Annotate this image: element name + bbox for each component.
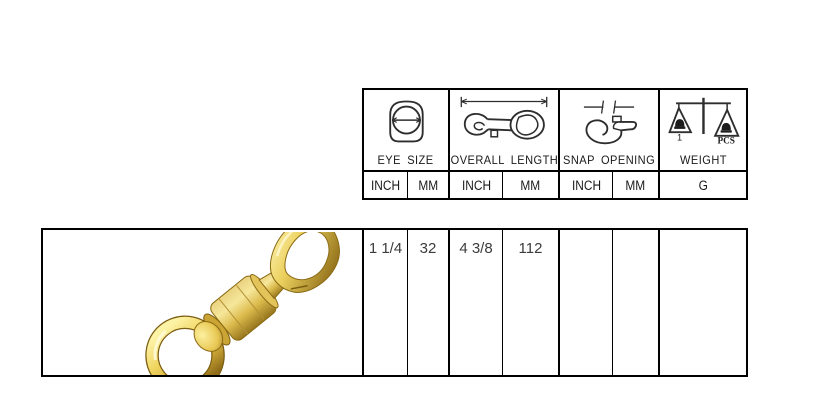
value-snap-opening-inch xyxy=(560,230,613,375)
unit-label: MM xyxy=(625,177,646,193)
unit-header-eye-inch xyxy=(364,172,408,198)
spec-col-snap-opening xyxy=(560,90,660,172)
unit-label: INCH xyxy=(461,177,491,193)
unit-header-snap-mm xyxy=(613,172,660,198)
spec-col-overall-length xyxy=(450,90,560,172)
weight-left-pan-label: 1 xyxy=(677,132,683,143)
snap-opening-icon xyxy=(572,95,646,147)
unit-label: G xyxy=(698,177,708,193)
product-photo xyxy=(81,232,364,375)
unit-header-overall-mm xyxy=(503,172,560,198)
spec-col-label-weight: WEIGHT xyxy=(679,153,727,167)
weight-right-pan-label: PCS xyxy=(717,136,735,147)
value-eye-size-mm: 32 xyxy=(408,230,450,375)
unit-header-eye-mm xyxy=(408,172,450,198)
spec-col-label-eye-size: EYE SIZE xyxy=(377,153,435,167)
unit-label: MM xyxy=(520,177,541,193)
value-weight-g xyxy=(660,230,746,375)
value-snap-opening-mm xyxy=(613,230,660,375)
weight-scale-icon xyxy=(665,95,741,147)
product-row-table xyxy=(41,228,748,377)
spec-col-label-snap-opening: SNAP OPENING xyxy=(562,153,656,167)
unit-label: INCH xyxy=(571,177,601,193)
spec-col-eye-size xyxy=(364,90,450,172)
unit-header-weight-g xyxy=(660,172,746,198)
unit-label: MM xyxy=(418,177,438,193)
unit-header-snap-inch xyxy=(560,172,613,198)
spec-col-weight xyxy=(660,90,746,172)
spec-header-table xyxy=(362,88,748,200)
value-eye-size-inch: 1 1/4 xyxy=(364,230,408,375)
value-overall-length-mm: 112 xyxy=(503,230,560,375)
value-overall-length-inch: 4 3/8 xyxy=(450,230,503,375)
spec-col-label-overall-length: OVERALL LENGTH xyxy=(450,153,558,167)
overall-length-icon xyxy=(454,95,554,147)
product-photo-cell xyxy=(43,230,364,375)
unit-header-overall-inch xyxy=(450,172,503,198)
eye-size-icon xyxy=(380,95,432,147)
unit-label: INCH xyxy=(370,177,401,193)
